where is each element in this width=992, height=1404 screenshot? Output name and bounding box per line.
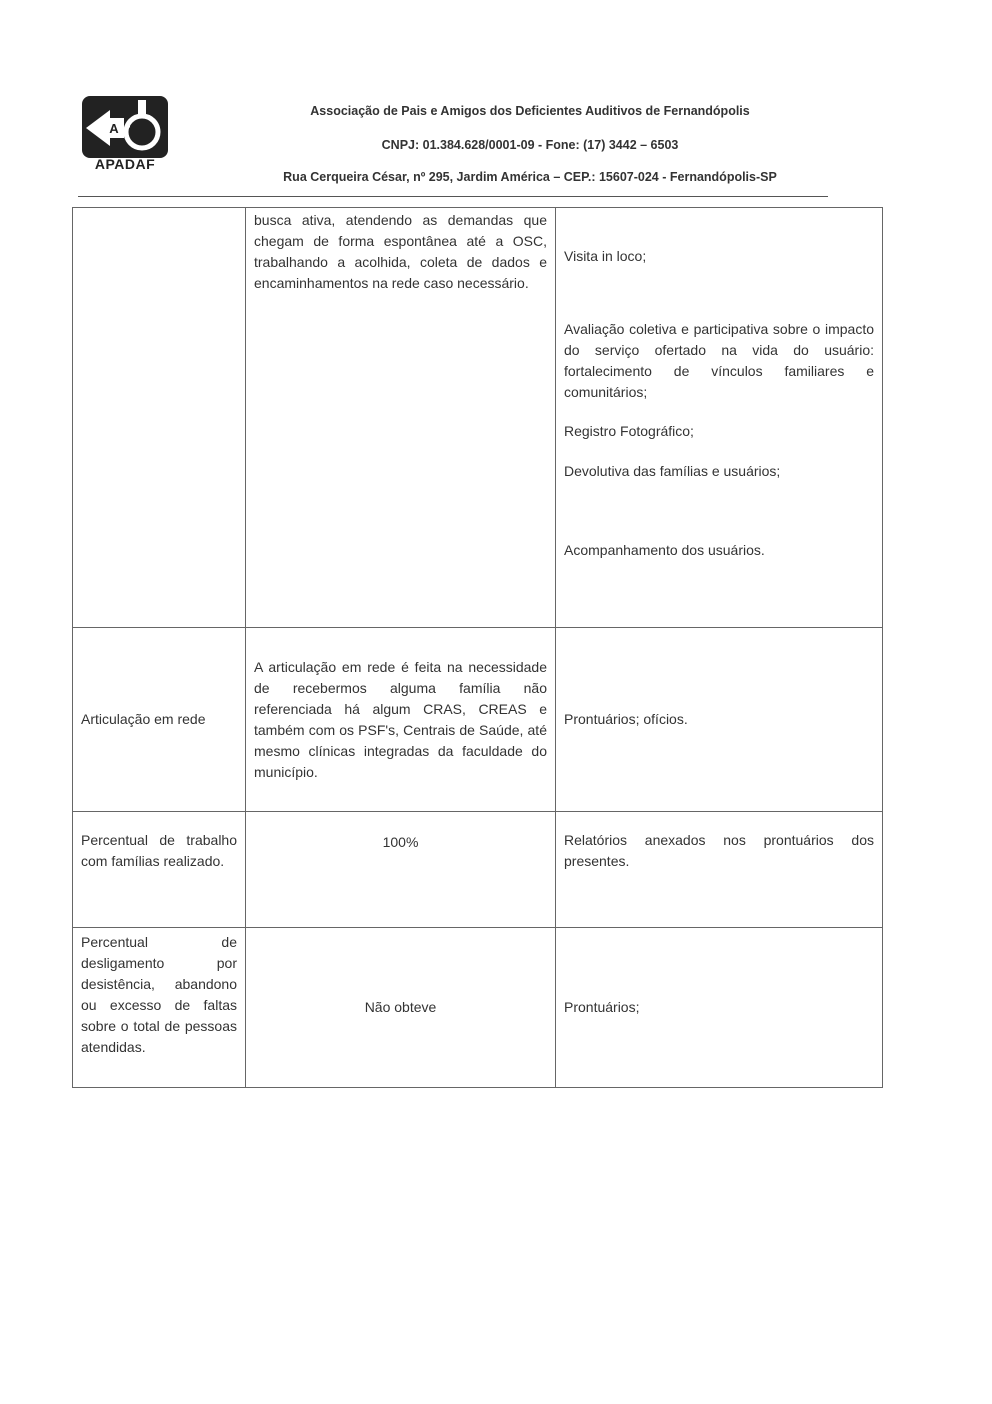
indicators-table (72, 207, 883, 1088)
logo-text: APADAF (94, 156, 156, 172)
verification-item: Visita in loco; (564, 248, 647, 264)
table-row (73, 928, 883, 1088)
row-description: Não obteve (364, 999, 437, 1015)
organization-name: Associação de Pais e Amigos dos Deficientes Auditivos de Fernandópolis (310, 104, 750, 118)
row-verification-cell (556, 628, 883, 812)
verification-item: Relatórios anexados nos prontuários dos presentes. (564, 832, 874, 869)
logo-emblem-icon (80, 96, 170, 158)
row-description: 100% (382, 834, 419, 850)
verification-item: Devolutiva das famílias e usuários; (564, 463, 781, 479)
verification-item: Prontuários; ofícios. (564, 711, 688, 727)
row-label: Percentual de trabalho com famílias realizado. (81, 832, 237, 869)
row-description: busca ativa, atendendo as demandas que chegam de forma espontânea até a OSC, trabalhando a acolhida, coleta de dados e encaminhamentos na rede caso necessário. (254, 212, 547, 291)
verification-item: Acompanhamento dos usuários. (564, 542, 765, 558)
row-label-cell (73, 812, 246, 928)
table-row (73, 208, 883, 628)
row-description-cell (246, 928, 556, 1088)
row-label: Percentual de desligamento por desistência, abandono ou excesso de faltas sobre o total de pessoas atendidas. (81, 934, 237, 1055)
address: Rua Cerqueira César, nº 295, Jardim América – CEP.: 15607-024 - Fernandópolis-SP (283, 170, 777, 184)
header-divider (78, 196, 828, 197)
row-label-cell (73, 928, 246, 1088)
row-label-cell (73, 628, 246, 812)
apadaf-logo (80, 96, 170, 172)
table-row (73, 628, 883, 812)
row-label-cell (73, 208, 246, 628)
row-verification-cell (556, 812, 883, 928)
row-description-cell (246, 628, 556, 812)
verification-item: Avaliação coletiva e participativa sobre o impacto do serviço ofertado na vida do usuário: fortalecimento de vínculos familiares e comunitários; (564, 321, 874, 400)
row-verification-cell (556, 928, 883, 1088)
row-verification-cell (556, 208, 883, 628)
table-row (73, 812, 883, 928)
verification-item: Prontuários; (564, 999, 640, 1015)
row-description-cell (246, 208, 556, 628)
row-label: Articulação em rede (81, 711, 206, 727)
verification-item: Registro Fotográfico; (564, 423, 694, 439)
cnpj-phone: CNPJ: 01.384.628/0001-09 - Fone: (17) 3442 – 6503 (381, 138, 679, 152)
row-description-cell (246, 812, 556, 928)
svg-text:A: A (109, 121, 119, 136)
row-description: A articulação em rede é feita na necessidade de recebermos alguma família não referenciada há algum CRAS, CREAS e também com os PSF's, Centrais de Saúde, até mesmo clínicas integradas da faculdade do município. (254, 658, 547, 780)
